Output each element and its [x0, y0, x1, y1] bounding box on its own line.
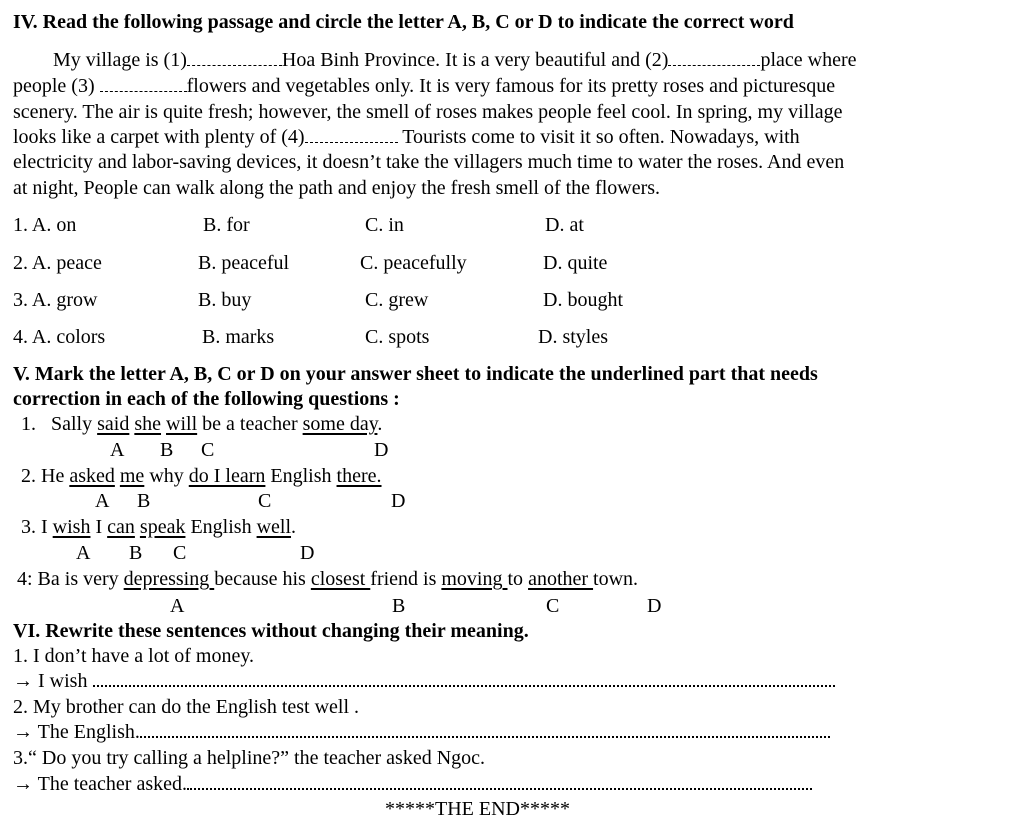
rewrite-question-2: 2. My brother can do the English test well . — [13, 696, 360, 718]
answer-start: The teacher asked. — [37, 773, 187, 795]
underlined-part-c: will — [166, 413, 198, 435]
q4-option-c[interactable]: C. spots — [365, 326, 430, 348]
underlined-part-d: some day — [302, 413, 378, 435]
q-text: why — [149, 465, 184, 487]
answer-start: I wish — [38, 670, 88, 692]
underlined-part-b: she — [134, 413, 162, 435]
label-a: A — [110, 439, 125, 461]
underlined-part-b: closest — [310, 568, 371, 590]
underlined-part-b: can — [107, 516, 135, 538]
underlined-part-d: another — [528, 568, 594, 590]
label-a: A — [76, 542, 91, 564]
answer-line[interactable] — [93, 669, 835, 687]
label-d: D — [391, 490, 406, 512]
q4-option-a[interactable]: 4. A. colors — [13, 326, 106, 348]
q4-option-b[interactable]: B. marks — [202, 326, 275, 348]
underlined-part-b: me — [119, 465, 145, 487]
q1-option-a[interactable]: 1. A. on — [13, 214, 77, 236]
q-text: because his — [214, 568, 306, 590]
label-d: D — [374, 439, 389, 461]
passage-line-4 — [13, 125, 800, 149]
section-iv-heading: IV. Read the following passage and circle the letter A, B, C or D to indicate the correct word — [13, 11, 794, 33]
error-question-3 — [21, 515, 296, 539]
label-b: B — [129, 542, 143, 564]
q-text: to — [507, 568, 524, 590]
passage-text: looks like a carpet with plenty of (4) — [13, 126, 305, 148]
q1-option-b[interactable]: B. for — [203, 214, 250, 236]
q2-option-b[interactable]: B. peaceful — [198, 252, 290, 274]
q3-option-c[interactable]: C. grew — [365, 289, 429, 311]
q2-option-c[interactable]: C. peacefully — [360, 252, 467, 274]
label-c: C — [258, 490, 272, 512]
q2-option-d[interactable]: D. quite — [543, 252, 608, 274]
q-text: . — [291, 516, 297, 538]
blank-3 — [100, 77, 187, 92]
q2-option-a[interactable]: 2. A. peace — [13, 252, 102, 274]
label-a: A — [170, 595, 185, 617]
underlined-part-c: do I learn — [188, 465, 266, 487]
q-text: be a teacher — [202, 413, 298, 435]
q-text: town. — [593, 568, 639, 590]
section-v-heading-line-1: V. Mark the letter A, B, C or D on your answer sheet to indicate the underlined part that needs — [13, 363, 818, 385]
section-v-heading-line-2: correction in each of the following questions : — [13, 388, 400, 410]
underlined-part-a: asked — [69, 465, 115, 487]
underlined-part-c: speak — [139, 516, 186, 538]
blank-2 — [668, 51, 760, 66]
arrow-icon: → — [13, 773, 33, 795]
q3-option-a[interactable]: 3. A. grow — [13, 289, 98, 311]
passage-text: Tourists come to visit it so often. Nowadays, with — [402, 126, 800, 148]
label-b: B — [392, 595, 406, 617]
rewrite-answer-1[interactable] — [13, 669, 835, 693]
q-number: 1. — [21, 413, 36, 435]
passage-text: My village is (1) — [53, 49, 187, 71]
label-b: B — [160, 439, 174, 461]
underlined-part-a: wish — [52, 516, 91, 538]
underlined-part-a: depressing — [123, 568, 215, 590]
error-question-1 — [21, 412, 382, 436]
q-text: I — [95, 516, 103, 538]
q3-option-b[interactable]: B. buy — [198, 289, 252, 311]
q-number: 2. He — [21, 465, 65, 487]
q-text: . — [377, 413, 383, 435]
underlined-part-d: there. — [336, 465, 382, 487]
passage-text: Hoa Binh Province. It is a very beautiful and (2) — [281, 49, 669, 71]
arrow-icon: → — [13, 721, 33, 743]
label-b: B — [137, 490, 151, 512]
q-text: friend is — [370, 568, 437, 590]
rewrite-question-3: 3.“ Do you try calling a helpline?” the teacher asked Ngoc. — [13, 747, 486, 769]
label-a: A — [95, 490, 110, 512]
answer-start: The English. — [37, 721, 140, 743]
passage-text: flowers and vegetables only. It is very famous for its pretty roses and picturesque — [186, 75, 836, 97]
footer-the-end: *****THE END***** — [385, 798, 570, 820]
passage-text: place where — [760, 49, 857, 71]
rewrite-answer-2[interactable] — [13, 720, 830, 744]
q-text: Sally — [51, 413, 93, 435]
answer-line[interactable] — [140, 720, 830, 738]
q3-option-d[interactable]: D. bought — [543, 289, 623, 311]
label-c: C — [201, 439, 215, 461]
passage-line-5: electricity and labor-saving devices, it doesn’t take the villagers much time to water the roses. And even — [13, 151, 845, 173]
passage-line-2 — [13, 74, 835, 98]
section-vi-heading: VI. Rewrite these sentences without changing their meaning. — [13, 620, 529, 642]
q-text: English — [270, 465, 332, 487]
error-question-2 — [21, 464, 382, 488]
q-number: 4: Ba is very — [17, 568, 119, 590]
q-number: 3. I — [21, 516, 48, 538]
q1-option-c[interactable]: C. in — [365, 214, 404, 236]
underlined-part-d: well — [256, 516, 292, 538]
label-d: D — [647, 595, 662, 617]
arrow-icon: → — [13, 670, 33, 692]
label-c: C — [173, 542, 187, 564]
blank-1 — [187, 51, 282, 66]
rewrite-answer-3[interactable] — [13, 772, 812, 796]
answer-line[interactable] — [187, 772, 812, 790]
q-text: English — [190, 516, 252, 538]
passage-line-3: scenery. The air is quite fresh; however, the smell of roses makes people feel cool. In spring, my village — [13, 101, 843, 123]
error-question-4 — [17, 567, 638, 591]
rewrite-question-1: 1. I don’t have a lot of money. — [13, 645, 255, 667]
passage-text: people (3) — [13, 75, 95, 97]
underlined-part-a: said — [97, 413, 130, 435]
underlined-part-c: moving — [441, 568, 508, 590]
blank-4 — [305, 128, 398, 143]
q4-option-d[interactable]: D. styles — [538, 326, 608, 348]
q1-option-d[interactable]: D. at — [545, 214, 584, 236]
passage-line-1 — [53, 48, 856, 72]
label-c: C — [546, 595, 560, 617]
label-d: D — [300, 542, 315, 564]
passage-line-6: at night, People can walk along the path and enjoy the fresh smell of the flowers. — [13, 177, 661, 199]
